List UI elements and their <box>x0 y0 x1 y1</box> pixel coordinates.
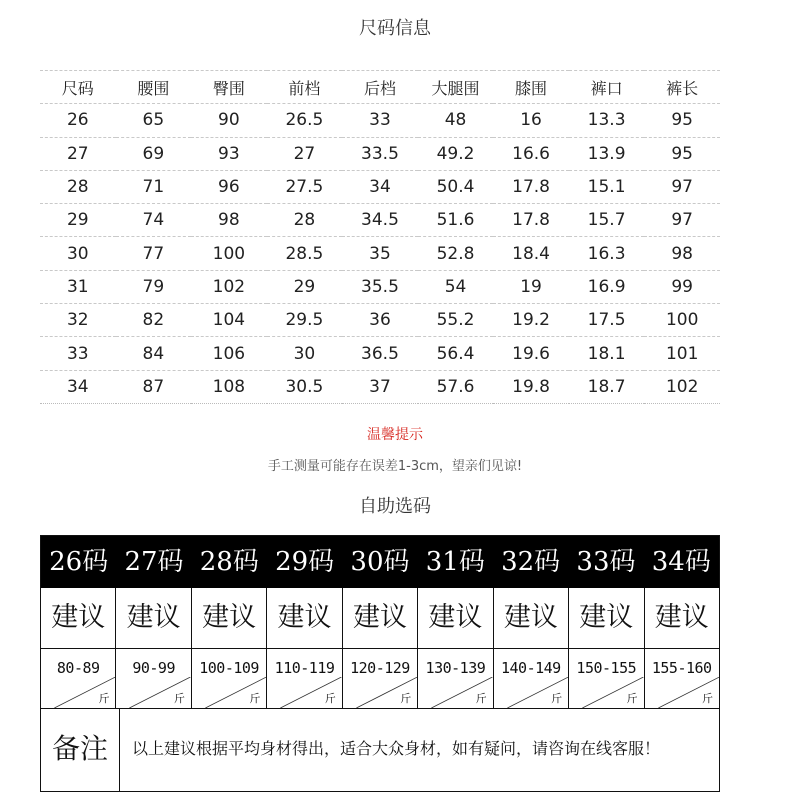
table-row <box>40 304 720 337</box>
weight-range: 110-119 <box>274 659 335 677</box>
table-cell: 84 <box>116 337 192 370</box>
weight-cell <box>645 649 719 708</box>
column-header: 腰围 <box>116 71 192 104</box>
table-cell: 30 <box>267 337 343 370</box>
weight-range: 90-99 <box>132 659 175 677</box>
weight-cell <box>116 649 191 708</box>
table-cell: 51.6 <box>418 204 494 237</box>
table-cell: 52.8 <box>418 237 494 270</box>
weight-cell <box>192 649 267 708</box>
table-cell: 27.5 <box>267 170 343 203</box>
table-cell: 29 <box>267 270 343 303</box>
table-cell: 16 <box>493 104 569 137</box>
table-row <box>40 237 720 270</box>
table-row <box>40 204 720 237</box>
weight-range: 130-139 <box>425 659 486 677</box>
table-cell: 16.3 <box>569 237 645 270</box>
table-cell: 19.6 <box>493 337 569 370</box>
size-cell: 27码 <box>124 547 184 577</box>
weight-range: 140-149 <box>500 659 561 677</box>
weight-cell <box>494 649 569 708</box>
table-cell: 17.5 <box>569 304 645 337</box>
weight-unit: 斤 <box>98 692 110 705</box>
table-cell: 96 <box>191 170 267 203</box>
size-recommendation-grid <box>40 535 720 792</box>
table-cell: 93 <box>191 137 267 170</box>
table-cell: 35.5 <box>342 270 418 303</box>
table-cell: 49.2 <box>418 137 494 170</box>
table-row <box>40 337 720 370</box>
table-cell: 27 <box>267 137 343 170</box>
table-cell: 54 <box>418 270 494 303</box>
column-header: 尺码 <box>40 71 116 104</box>
column-header: 臀围 <box>191 71 267 104</box>
weight-unit: 斤 <box>551 692 563 705</box>
table-cell: 13.9 <box>569 137 645 170</box>
table-cell: 28 <box>267 204 343 237</box>
suggest-cell: 建议 <box>116 588 191 648</box>
table-cell: 36 <box>342 304 418 337</box>
table-cell: 17.8 <box>493 170 569 203</box>
table-cell: 18.7 <box>569 370 645 403</box>
size-cell: 30码 <box>350 547 410 577</box>
weight-range: 120-129 <box>350 659 410 677</box>
table-cell: 56.4 <box>418 337 494 370</box>
table-cell: 97 <box>644 204 720 237</box>
table-cell: 30.5 <box>267 370 343 403</box>
table-cell: 19.2 <box>493 304 569 337</box>
table-cell: 19 <box>493 270 569 303</box>
weight-cell <box>569 649 644 708</box>
tip-text: 手工测量可能存在误差1-3cm，望亲们见谅! <box>267 459 523 474</box>
table-cell: 28.5 <box>267 237 343 270</box>
column-header: 后档 <box>342 71 418 104</box>
suggest-cell: 建议 <box>494 588 569 648</box>
suggest-row <box>41 588 719 649</box>
table-cell: 19.8 <box>493 370 569 403</box>
column-header: 前档 <box>267 71 343 104</box>
table-cell: 102 <box>644 370 720 403</box>
size-cell: 34码 <box>651 547 711 577</box>
table-cell: 16.9 <box>569 270 645 303</box>
weight-cell <box>267 649 342 708</box>
table-row <box>40 104 720 137</box>
suggest-cell: 建议 <box>41 588 116 648</box>
table-cell: 18.1 <box>569 337 645 370</box>
table-cell: 108 <box>191 370 267 403</box>
table-cell: 15.1 <box>569 170 645 203</box>
table-cell: 55.2 <box>418 304 494 337</box>
weight-unit: 斤 <box>173 692 185 705</box>
weight-range: 80-89 <box>56 659 100 677</box>
weight-range: 155-160 <box>651 659 712 677</box>
table-cell: 31 <box>40 270 116 303</box>
table-cell: 100 <box>644 304 720 337</box>
table-cell: 26.5 <box>267 104 343 137</box>
weight-unit: 斤 <box>249 692 261 705</box>
table-cell: 28 <box>40 170 116 203</box>
weight-unit: 斤 <box>475 692 487 705</box>
table-cell: 65 <box>116 104 192 137</box>
table-cell: 82 <box>116 304 192 337</box>
weight-cell <box>343 649 418 708</box>
table-cell: 95 <box>644 104 720 137</box>
weight-row <box>41 649 719 709</box>
table-header-row <box>40 71 720 104</box>
table-row <box>40 170 720 203</box>
weight-unit: 斤 <box>626 692 638 705</box>
table-row <box>40 270 720 303</box>
table-cell: 74 <box>116 204 192 237</box>
table-cell: 99 <box>644 270 720 303</box>
table-cell: 27 <box>40 137 116 170</box>
note-row <box>41 709 719 791</box>
size-cell: 28码 <box>199 547 259 577</box>
suggest-cell: 建议 <box>418 588 493 648</box>
table-cell: 90 <box>191 104 267 137</box>
table-cell: 79 <box>116 270 192 303</box>
table-cell: 37 <box>342 370 418 403</box>
table-row <box>40 137 720 170</box>
table-cell: 30 <box>40 237 116 270</box>
suggest-cell: 建议 <box>569 588 644 648</box>
column-header: 裤长 <box>644 71 720 104</box>
table-cell: 18.4 <box>493 237 569 270</box>
table-cell: 101 <box>644 337 720 370</box>
suggest-cell: 建议 <box>343 588 418 648</box>
size-cell: 26码 <box>49 547 109 577</box>
weight-range: 100-109 <box>199 659 259 677</box>
note-label: 备注 <box>41 709 120 791</box>
column-header: 大腿围 <box>418 71 494 104</box>
weight-unit: 斤 <box>701 692 713 705</box>
table-cell: 33.5 <box>342 137 418 170</box>
table-row <box>40 370 720 403</box>
table-cell: 13.3 <box>569 104 645 137</box>
table-cell: 50.4 <box>418 170 494 203</box>
table-cell: 104 <box>191 304 267 337</box>
size-row <box>41 536 719 588</box>
note-text: 以上建议根据平均身材得出，适合大众身材，如有疑问，请咨询在线客服！ <box>132 739 661 758</box>
size-cell: 33码 <box>576 547 636 577</box>
suggest-cell: 建议 <box>267 588 342 648</box>
size-cell: 32码 <box>501 547 561 577</box>
table-cell: 98 <box>191 204 267 237</box>
table-cell: 32 <box>40 304 116 337</box>
suggest-cell: 建议 <box>654 602 709 633</box>
table-cell: 95 <box>644 137 720 170</box>
column-header: 膝围 <box>493 71 569 104</box>
table-cell: 17.8 <box>493 204 569 237</box>
table-cell: 33 <box>342 104 418 137</box>
weight-cell <box>418 649 493 708</box>
table-cell: 36.5 <box>342 337 418 370</box>
table-cell: 26 <box>40 104 116 137</box>
table-cell: 15.7 <box>569 204 645 237</box>
size-table <box>40 70 720 404</box>
table-cell: 71 <box>116 170 192 203</box>
self-select-title: 自助选码 <box>359 496 431 517</box>
tip-title: 温馨提示 <box>367 427 423 443</box>
table-cell: 57.6 <box>418 370 494 403</box>
table-cell: 100 <box>191 237 267 270</box>
size-cell: 29码 <box>275 547 335 577</box>
table-cell: 98 <box>644 237 720 270</box>
table-cell: 69 <box>116 137 192 170</box>
table-cell: 34 <box>342 170 418 203</box>
weight-unit: 斤 <box>400 692 412 705</box>
table-cell: 106 <box>191 337 267 370</box>
table-cell: 34 <box>40 370 116 403</box>
table-cell: 35 <box>342 237 418 270</box>
weight-unit: 斤 <box>324 692 336 705</box>
suggest-cell: 建议 <box>192 588 267 648</box>
size-info-title: 尺码信息 <box>359 18 431 39</box>
weight-range: 150-155 <box>576 659 637 677</box>
table-cell: 33 <box>40 337 116 370</box>
weight-cell <box>41 649 116 708</box>
table-cell: 29 <box>40 204 116 237</box>
size-cell: 31码 <box>425 547 485 577</box>
table-cell: 16.6 <box>493 137 569 170</box>
column-header: 裤口 <box>569 71 645 104</box>
table-cell: 77 <box>116 237 192 270</box>
table-cell: 87 <box>116 370 192 403</box>
table-cell: 34.5 <box>342 204 418 237</box>
table-cell: 102 <box>191 270 267 303</box>
table-cell: 48 <box>418 104 494 137</box>
table-cell: 29.5 <box>267 304 343 337</box>
table-cell: 97 <box>644 170 720 203</box>
